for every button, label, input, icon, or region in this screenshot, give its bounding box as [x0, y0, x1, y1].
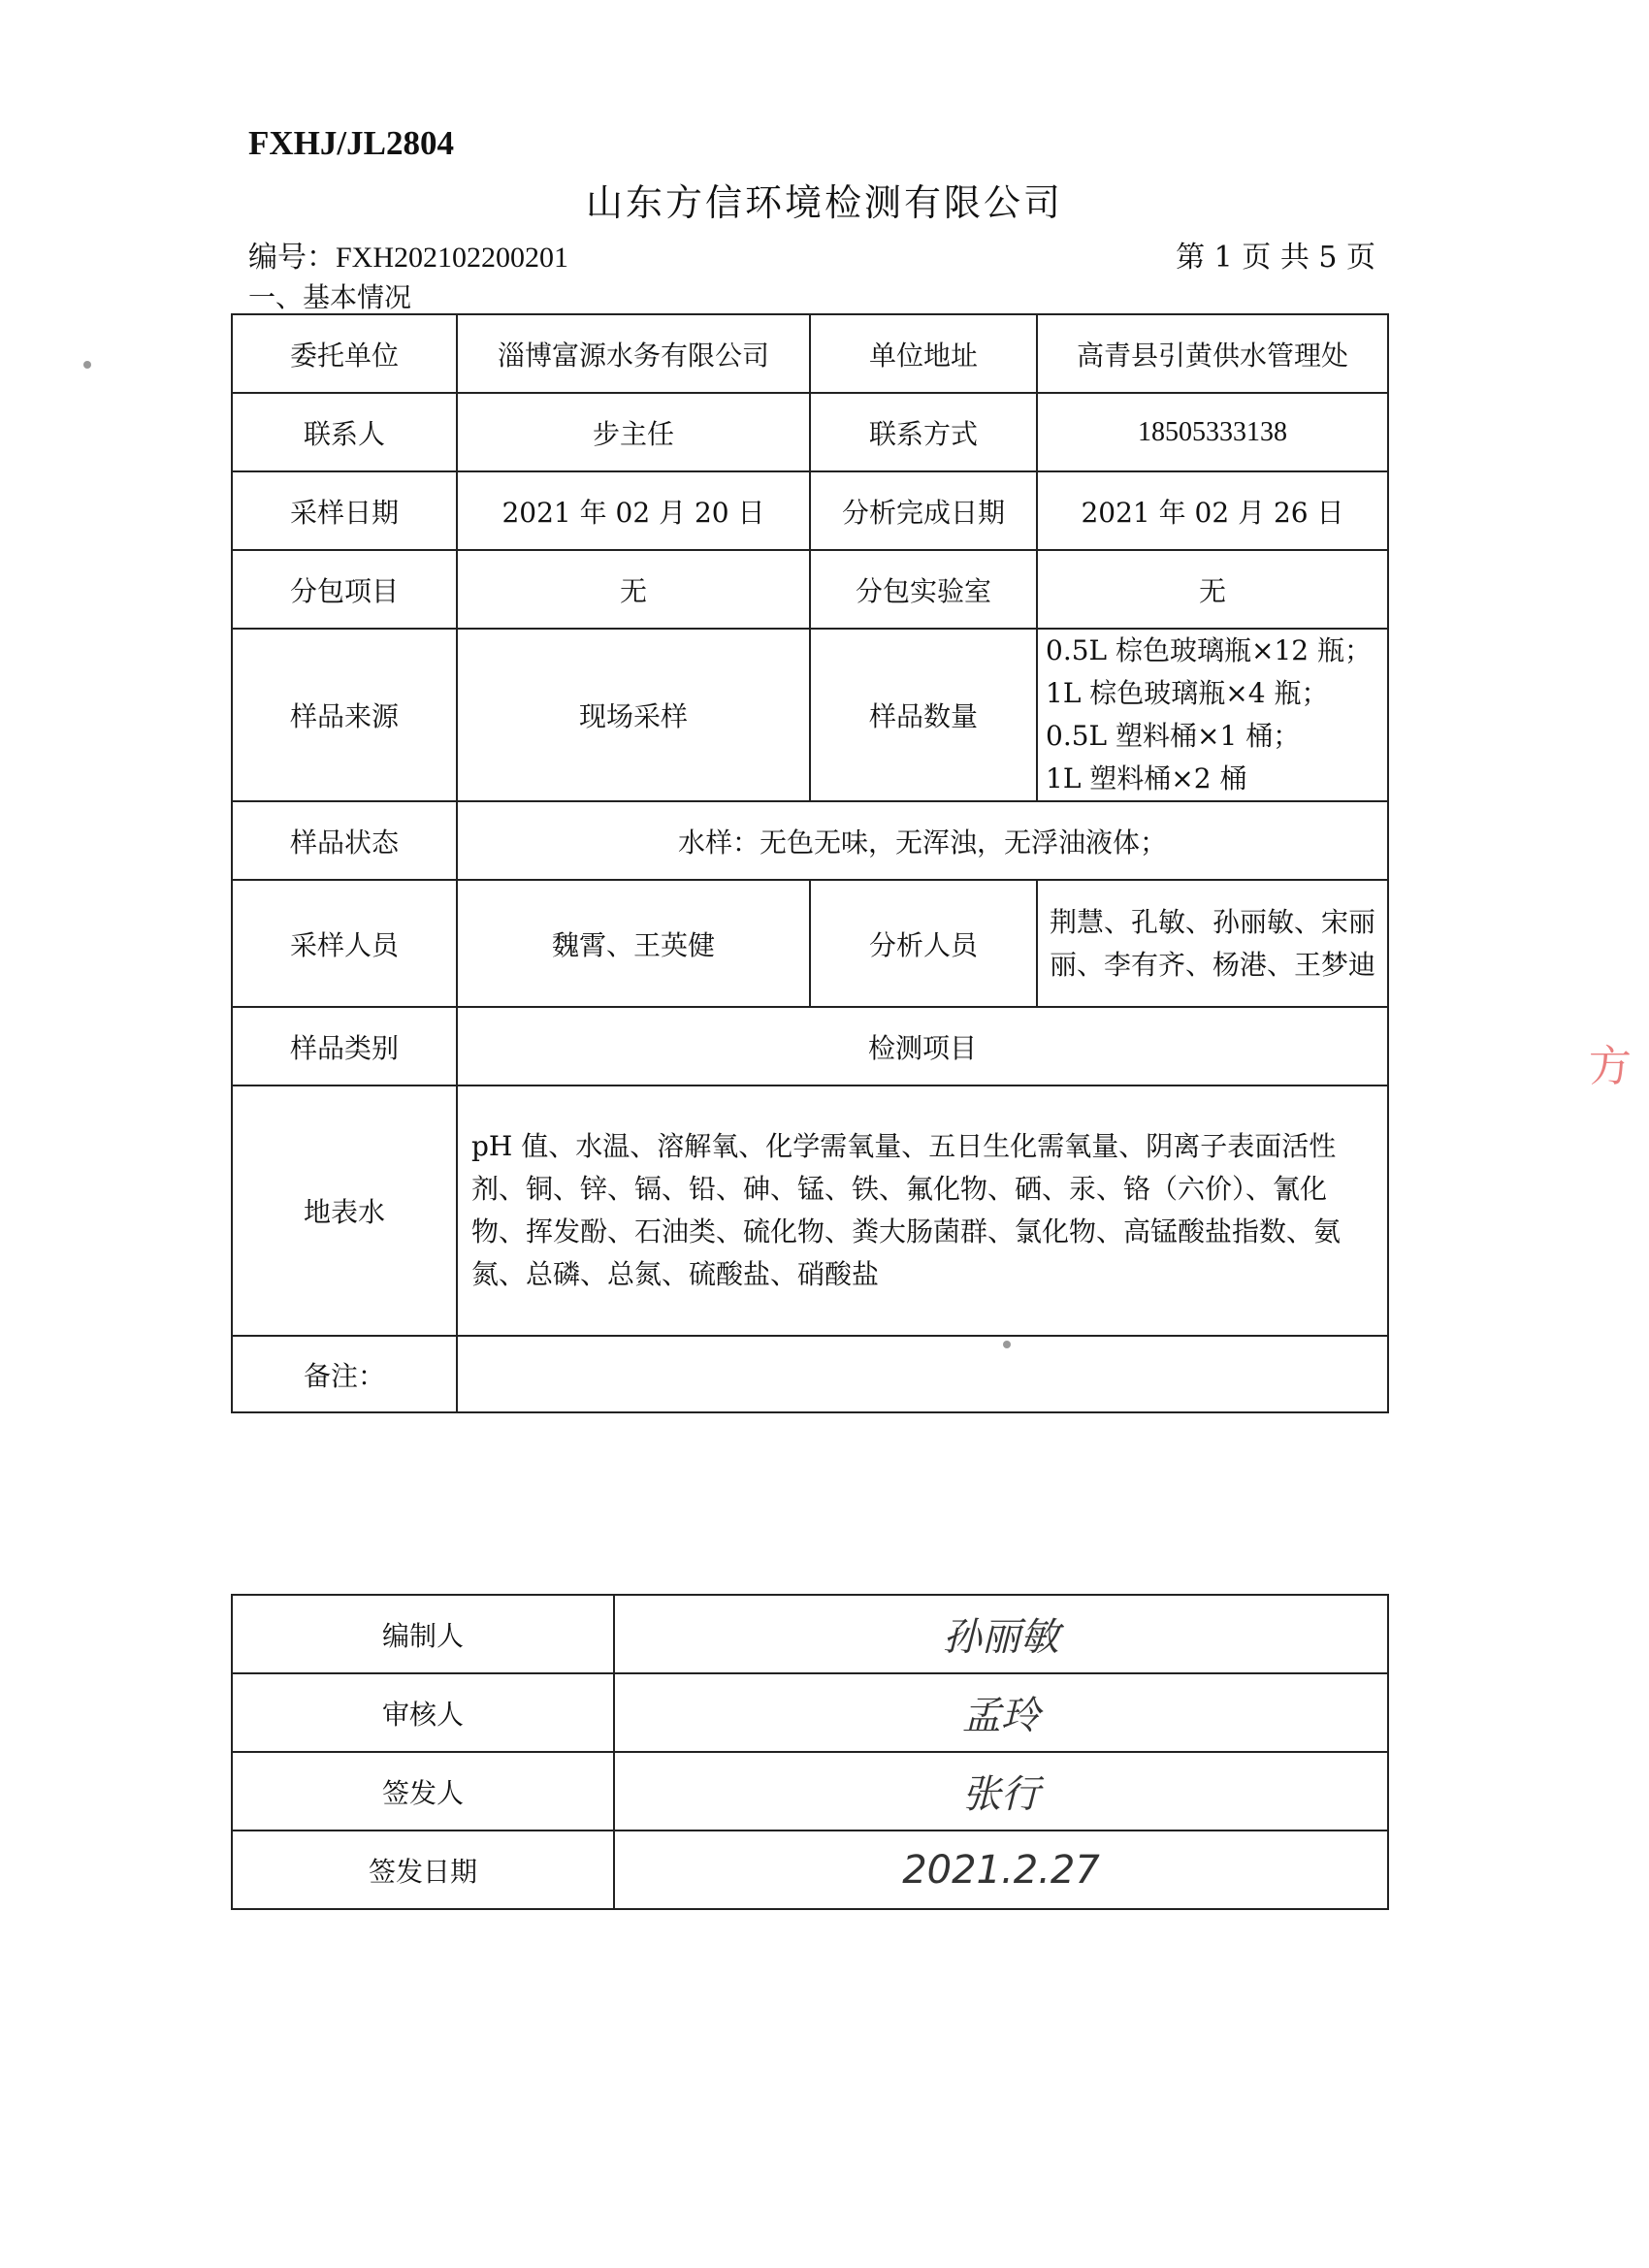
address-value: 高青县引黄供水管理处	[1037, 314, 1388, 393]
quantity-label: 样品数量	[810, 629, 1037, 801]
items-label: 检测项目	[457, 1007, 1388, 1085]
address-label: 单位地址	[810, 314, 1037, 393]
sampler-value: 魏霄、王英健	[457, 880, 810, 1007]
analysis-date-value: 2021 年 02 月 26 日	[1037, 471, 1388, 550]
category-value: 地表水	[232, 1085, 457, 1336]
table-row	[232, 1007, 1388, 1085]
client-value: 淄博富源水务有限公司	[457, 314, 810, 393]
company-title: 山东方信环境检测有限公司	[585, 181, 1063, 224]
source-label: 样品来源	[232, 629, 457, 801]
compiler-signature: 孙丽敏	[614, 1595, 1388, 1673]
table-row	[232, 1673, 1388, 1752]
seal-stamp: 方	[1589, 1042, 1632, 1091]
subcontract-label: 分包项目	[232, 550, 457, 629]
issue-date-value: 2021.2.27	[614, 1831, 1388, 1909]
client-label: 委托单位	[232, 314, 457, 393]
category-label: 样品类别	[232, 1007, 457, 1085]
phone-label: 联系方式	[810, 393, 1037, 471]
quantity-line: 0.5L 棕色玻璃瓶×12 瓶；	[1046, 634, 1373, 666]
items-value: pH 值、水温、溶解氧、化学需氧量、五日生化需氧量、阴离子表面活性剂、铜、锌、镉、铅、砷、锰、铁、氟化物、硒、汞、铬（六价）、氰化物、挥发酚、石油类、硫化物、粪大肠菌群、氯化物、高锰酸盐指数、氨氮、总磷、总氮、硫酸盐、硝酸盐	[457, 1085, 1388, 1336]
reviewer-label: 审核人	[232, 1673, 614, 1752]
scan-speck	[83, 361, 91, 369]
table-row	[232, 1752, 1388, 1831]
quantity-line: 0.5L 塑料桶×1 桶；	[1046, 720, 1301, 752]
sampling-date-value: 2021 年 02 月 20 日	[457, 471, 810, 550]
analyst-label: 分析人员	[810, 880, 1037, 1007]
table-row	[232, 471, 1388, 550]
quantity-line: 1L 塑料桶×2 桶	[1046, 762, 1247, 794]
table-row	[232, 314, 1388, 393]
table-row	[232, 393, 1388, 471]
remark-value	[457, 1336, 1388, 1412]
subcontract-value: 无	[457, 550, 810, 629]
issue-date-label: 签发日期	[232, 1831, 614, 1909]
report-number-value: FXH202102200201	[336, 242, 569, 274]
report-number-label: 编号：	[248, 241, 336, 275]
contact-label: 联系人	[232, 393, 457, 471]
table-row	[232, 629, 1388, 801]
basic-info-table	[231, 313, 1389, 1413]
phone-value: 18505333138	[1037, 393, 1388, 471]
source-value: 现场采样	[457, 629, 810, 801]
state-label: 样品状态	[232, 801, 457, 880]
table-row	[232, 1595, 1388, 1673]
scan-speck	[1003, 1341, 1011, 1348]
table-row	[232, 880, 1388, 1007]
analyst-value: 荆慧、孔敏、孙丽敏、宋丽丽、李有齐、杨港、王梦迪	[1037, 880, 1388, 1007]
quantity-line: 1L 棕色玻璃瓶×4 瓶；	[1046, 677, 1329, 709]
table-row	[232, 1336, 1388, 1412]
compiler-label: 编制人	[232, 1595, 614, 1673]
state-value: 水样：无色无味，无浑浊，无浮油液体；	[457, 801, 1388, 880]
contact-value: 步主任	[457, 393, 810, 471]
section-title: 一、基本情况	[248, 281, 412, 313]
sampling-date-label: 采样日期	[232, 471, 457, 550]
sublab-label: 分包实验室	[810, 550, 1037, 629]
document-code: FXHJ/JL2804	[248, 124, 454, 162]
table-row	[232, 801, 1388, 880]
table-row	[232, 1085, 1388, 1336]
page-indicator: 第 1 页 共 5 页	[1176, 241, 1375, 275]
remark-label: 备注：	[232, 1336, 457, 1412]
reviewer-signature: 孟玲	[614, 1673, 1388, 1752]
sampler-label: 采样人员	[232, 880, 457, 1007]
table-row	[232, 550, 1388, 629]
signoff-table	[231, 1594, 1389, 1910]
quantity-value	[1037, 629, 1388, 801]
sublab-value: 无	[1037, 550, 1388, 629]
table-row	[232, 1831, 1388, 1909]
report-number	[248, 233, 568, 275]
analysis-date-label: 分析完成日期	[810, 471, 1037, 550]
issuer-label: 签发人	[232, 1752, 614, 1831]
issuer-signature: 张行	[614, 1752, 1388, 1831]
